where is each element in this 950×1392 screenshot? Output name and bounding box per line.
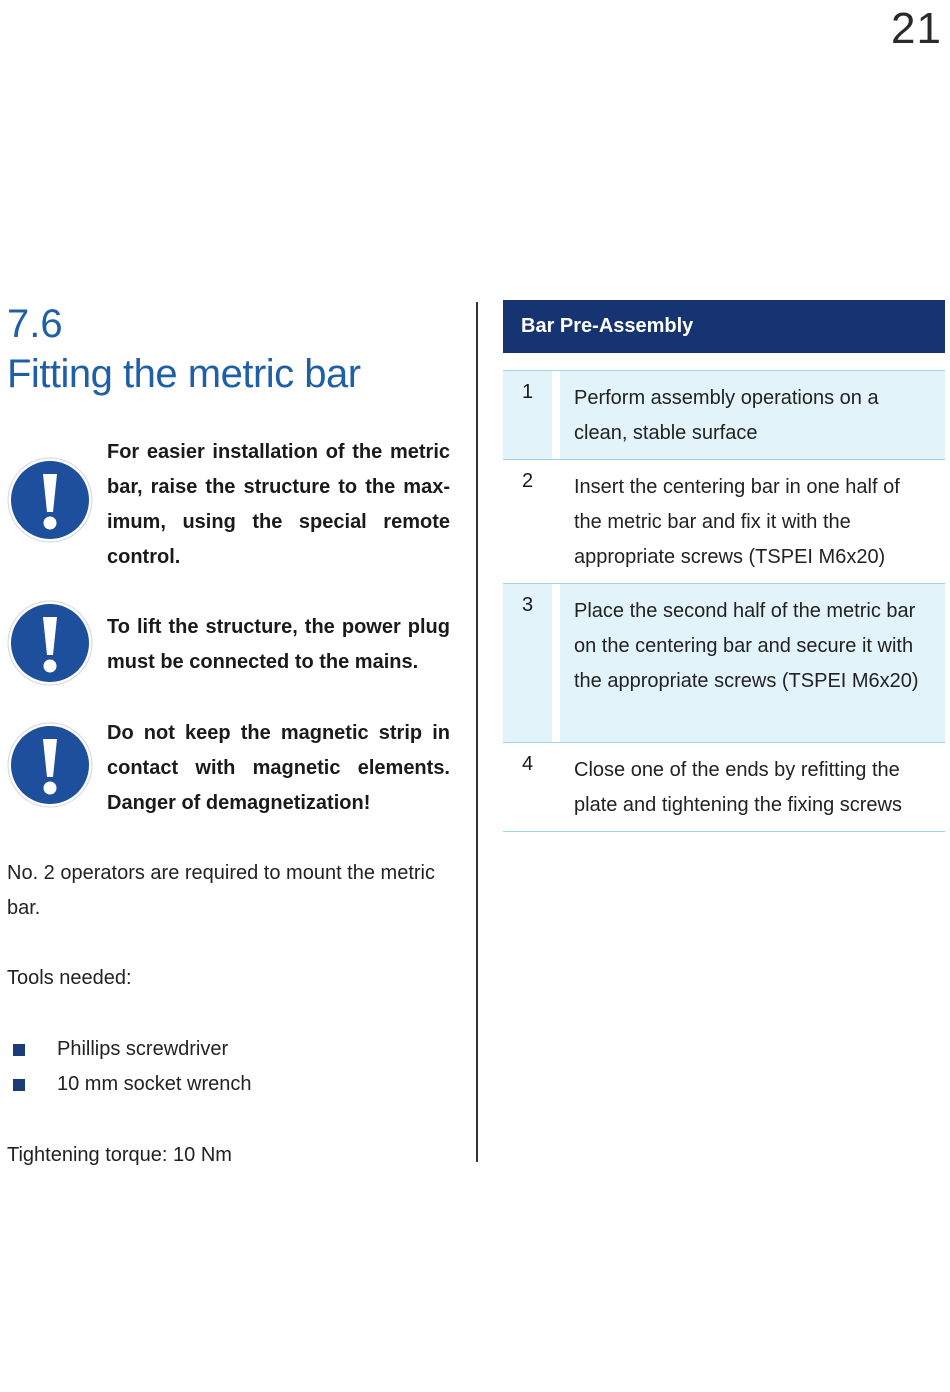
square-bullet-icon bbox=[13, 1044, 25, 1056]
column-divider bbox=[476, 302, 478, 1162]
step-text: Insert the centering bar in one half of the metric bar and fix it with the appropriate screws (TSPEI M6x20) bbox=[574, 476, 900, 568]
warning-text: For easier installation of the metric bar, raise the structure to the max-imum, using the special remote control. bbox=[107, 441, 450, 568]
tightening-torque: Tightening torque: 10 Nm bbox=[7, 1144, 232, 1166]
step-number: 3 bbox=[503, 584, 552, 742]
page-number: 21 bbox=[891, 4, 942, 53]
exclamation-icon bbox=[7, 600, 93, 686]
table-row bbox=[503, 460, 945, 584]
warning-text: Do not keep the magnetic strip in contact with magnetic elements. Danger of demagnetization! bbox=[107, 722, 450, 814]
tools-list bbox=[7, 1032, 450, 1102]
table-row bbox=[503, 370, 945, 460]
step-text: Perform assembly operations on a clean, stable surface bbox=[560, 371, 945, 459]
warning-power-plug bbox=[7, 610, 450, 700]
left-column bbox=[7, 300, 450, 1166]
tools-heading: Tools needed: bbox=[7, 967, 132, 989]
tool-name: Phillips screwdriver bbox=[57, 1038, 229, 1060]
operators-note: No. 2 operators are required to mount the metric bar. bbox=[7, 862, 435, 919]
steps-list bbox=[503, 370, 945, 832]
exclamation-icon bbox=[7, 457, 93, 543]
square-bullet-icon bbox=[13, 1079, 25, 1091]
section-number: 7.6 bbox=[7, 302, 63, 346]
list-item bbox=[7, 1067, 450, 1102]
table-row bbox=[503, 743, 945, 832]
step-number: 1 bbox=[503, 371, 552, 459]
exclamation-icon bbox=[7, 722, 93, 808]
step-number: 4 bbox=[521, 753, 534, 775]
table-title: Bar Pre-Assembly bbox=[503, 300, 945, 353]
section-title: Fitting the metric bar bbox=[7, 352, 361, 396]
warning-raise-structure bbox=[7, 435, 450, 575]
warning-text: To lift the structure, the power plug must be connected to the mains. bbox=[107, 616, 450, 673]
step-number: 2 bbox=[521, 470, 534, 492]
table-row bbox=[503, 584, 945, 743]
step-text: Place the second half of the metric bar on the centering bar and secure it with the appropriate screws (TSPEI M6x20) bbox=[560, 584, 945, 742]
warning-magnetic-strip bbox=[7, 716, 450, 826]
tool-name: 10 mm socket wrench bbox=[57, 1073, 252, 1095]
step-text: Close one of the ends by refitting the plate and tightening the fixing screws bbox=[574, 759, 902, 816]
assembly-table bbox=[503, 300, 945, 816]
list-item bbox=[7, 1032, 450, 1067]
